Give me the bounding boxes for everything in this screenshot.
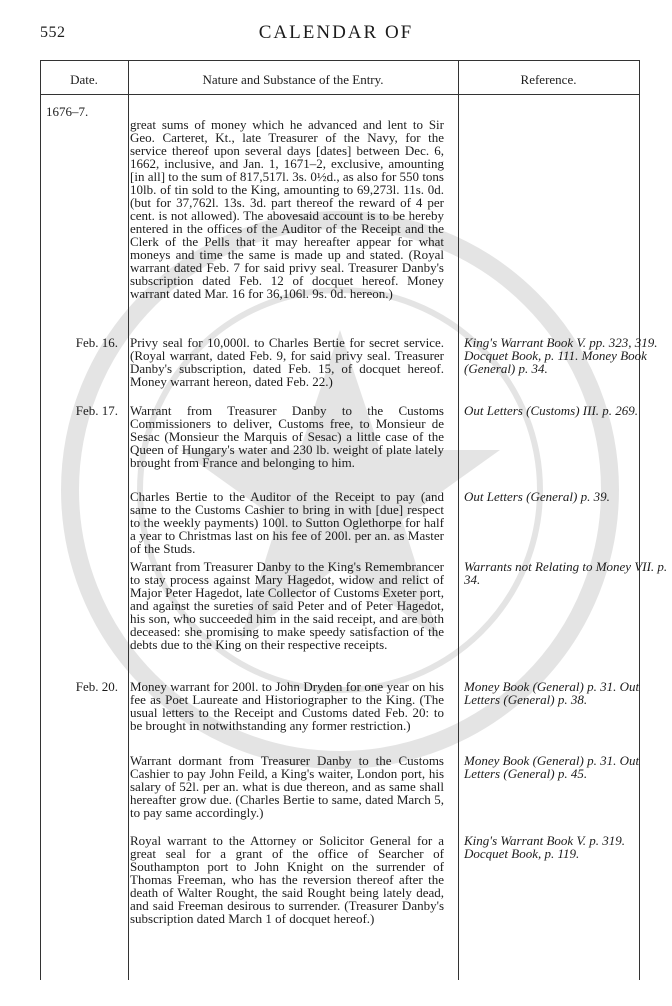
entry-reference: Out Letters (Customs) III. p. 269. [464, 403, 639, 418]
continuation-date: 1676–7. [46, 104, 89, 119]
table-left-rule [40, 60, 41, 980]
entry-text: Royal warrant to the Attorney or Solicitor General for a great seal for a grant of the office of Searcher of Southampton port to John Knight on the surrender of Thomas Freeman, who has the reversion thereof after the death of Walter Rought, the said Rought being lately dead, and said Freeman desirous to surrender. (Treasurer Danby's subscription dated March 1 of docquet hereof.) [130, 833, 444, 926]
entry-reference: King's Warrant Book V. p. 319. Docquet Book, p. 119. [464, 833, 625, 861]
entry-text: Privy seal for 10,000l. to Charles Bertie for secret service. (Royal warrant, dated Feb. 9, for said privy seal. Treasurer Danby's subscription, dated Feb. 15, of docquet hereof. Money warrant hereon, dated Feb. 22.) [130, 335, 444, 389]
entry-date: Feb. 17. [75, 403, 118, 418]
table-rule-date [128, 60, 129, 980]
column-header-date: Date. [70, 72, 98, 87]
table-top-rule [40, 60, 640, 61]
entry-text: great sums of money which he advanced and lent to Sir Geo. Carteret, Kt., late Treasurer of the Navy, for the service thereof upon several days [dates] between Dec. 6, 1662, inclusive, and Jan. 1, 1671–2, exclusive, amounting [in all] to the sum of 817,517l. 3s. 0½d., as also for 550 tons 10lb. of tin sold to the King, amounting to 69,273l. 11s. 0d. (but for 37,762l. 13s. 3d. part thereof the reward of 4 per cent. is not allowed). The abovesaid account is to be hereby entered in the offices of the Auditor of the Receipt and the Clerk of the Pells that it may hereafter appear for what moneys and time the same is made up and stated. (Royal warrant dated Feb. 7 for said privy seal. Treasurer Danby's subscription dated Feb. 12 of docquet hereof. Money warrant dated Mar. 16 for 36,106l. 9s. 0d. hereon.) [130, 117, 444, 301]
entry-text: Charles Bertie to the Auditor of the Receipt to pay (and same to the Customs Cashier to bring in with [due] respect to the weekly payments) 100l. to Sutton Oglethorpe for half a year to Christmas last on his fee of 200l. per an. as Master of the Studs. [130, 489, 444, 556]
column-header-reference: Reference. [520, 72, 577, 87]
entry-date: Feb. 20. [75, 679, 118, 694]
table-header-rule [40, 94, 640, 95]
entry-reference: Out Letters (General) p. 39. [464, 489, 610, 504]
entry-reference: Warrants not Relating to Money VII. p. 34. [464, 559, 668, 587]
entry-date: Feb. 16. [75, 335, 118, 350]
entry-reference: King's Warrant Book V. pp. 323, 319. Docquet Book, p. 111. Money Book (General) p. 34. [464, 335, 658, 376]
entry-reference: Money Book (General) p. 31. Out Letters (General) p. 38. [464, 679, 640, 707]
entry-text: Money warrant for 200l. to John Dryden for one year on his fee as Poet Laureate and Historiographer to the King. (The usual letters to the Receipt and Customs dated Feb. 20: to be brought in notwithstanding any former restriction.) [130, 679, 444, 733]
entry-text: Warrant dormant from Treasurer Danby to the Customs Cashier to pay John Feild, a King's waiter, London port, his salary of 52l. per an. what is due thereon, and as same shall hereafter grow due. (Charles Bertie to same, dated March 5, to pay same accordingly.) [130, 753, 444, 820]
running-title: CALENDAR OF [258, 22, 414, 43]
entry-text: Warrant from Treasurer Danby to the King's Remembrancer to stay process against Mary Hagedot, widow and relict of Major Peter Hagedot, late Collector of Customs Exeter port, and against the sureties of said Peter and of Peter Hagedot, his son, who succeeded him in the said receipt, and are both deceased: she promising to make speedy satisfaction of the debts due to the King on their respective receipts. [130, 559, 444, 652]
page-number: 552 [40, 24, 66, 41]
entry-text: Warrant from Treasurer Danby to the Customs Commissioners to deliver, Customs free, to Monsieur de Sesac (Monsieur the Marquis of Sesac) a little case of the Queen of Hungary's water and 230 lb. weight of plate lately brought from France and belonging to him. [130, 403, 444, 470]
table-rule-reference [458, 60, 459, 980]
column-header-nature: Nature and Substance of the Entry. [202, 72, 384, 87]
entry-reference: Money Book (General) p. 31. Out Letters (General) p. 45. [464, 753, 640, 781]
